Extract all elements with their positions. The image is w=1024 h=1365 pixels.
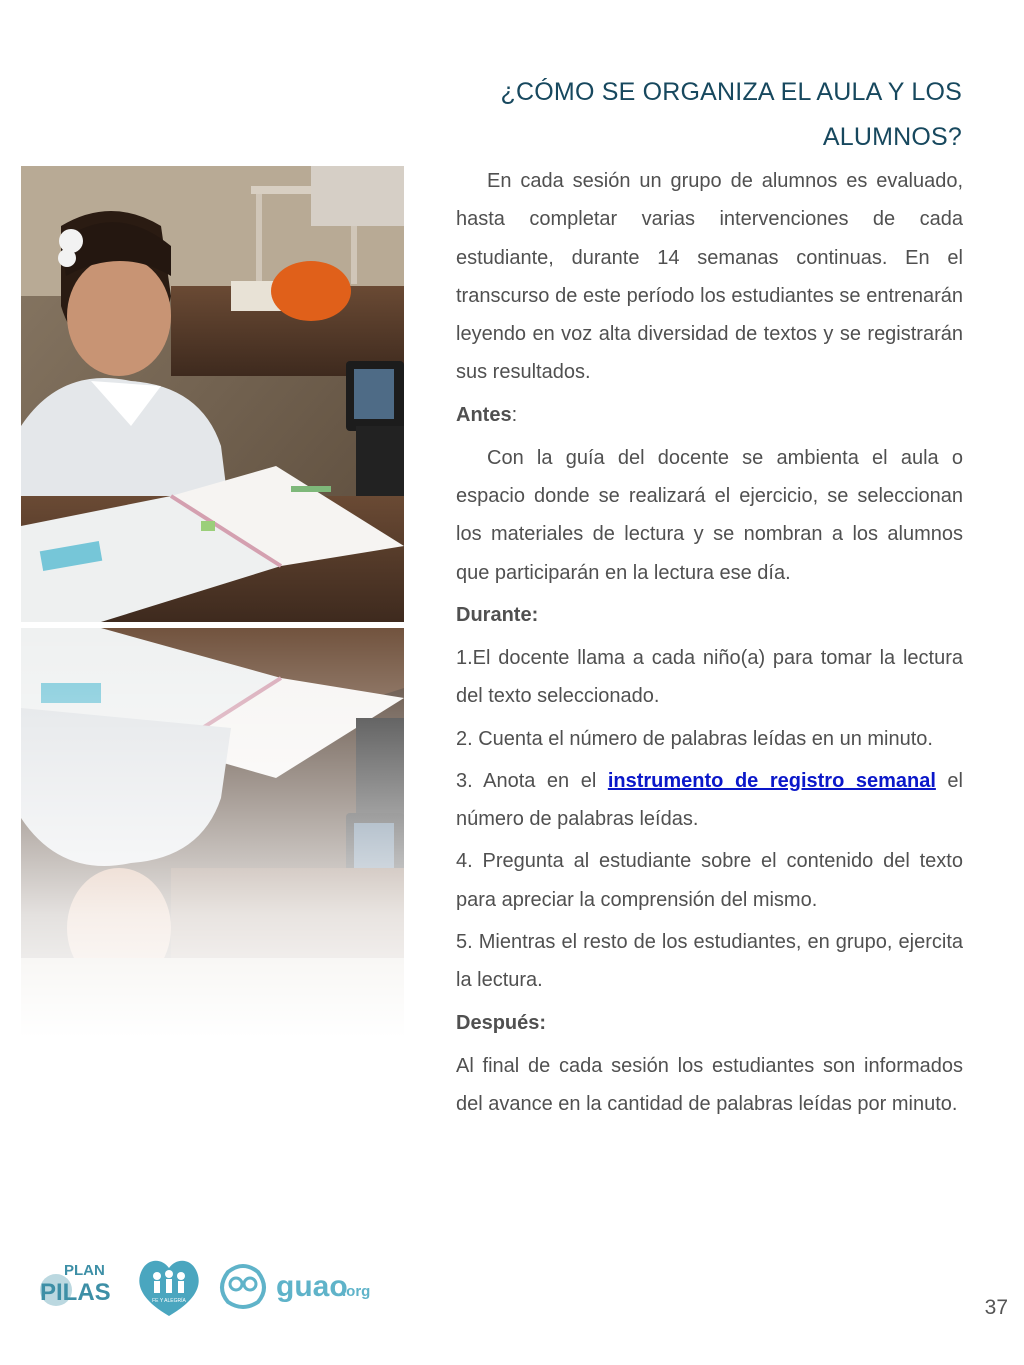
photo-reflection (21, 628, 404, 1038)
intro-paragraph: En cada sesión un grupo de alumnos es evaluado, hasta completar varias intervenciones de cada estudiante, durante 14 semanas continuas. En el transcurso de este período los estudiantes se entrenarán leyendo en voz alta diversidad de textos y se registrarán sus resultados. (456, 170, 963, 384)
antes-heading-colon: : (511, 403, 518, 426)
guao-suffix: .org (342, 1283, 371, 1300)
step-3-prefix: 3. Anota en el (456, 769, 608, 792)
durante-step-3 (456, 762, 963, 839)
durante-step-5: 5. Mientras el resto de los estudiantes, en grupo, ejercita la lectura. (456, 931, 963, 992)
plan-pilas-logo (40, 1262, 111, 1306)
feyalegria-text: FE Y ALEGRÍA (152, 1298, 186, 1304)
step-3-suffix: el número de palabras leídas. (456, 769, 964, 831)
registro-semanal-link[interactable]: instrumento de registro semanal (607, 769, 936, 792)
plan-logo-top: PLAN (64, 1262, 105, 1279)
guao-text: guao (276, 1270, 348, 1303)
antes-paragraph: Con la guía del docente se ambienta el aula o espacio donde se realizará el ejercicio, se seleccionan los materiales de lectura y se nombran a los alumnos que participarán en la lectura ese día. (456, 446, 963, 584)
antes-heading-label: Antes (456, 403, 512, 426)
guao-owl-logo (222, 1266, 370, 1307)
durante-step-2: 2. Cuenta el número de palabras leídas en un minuto. (456, 727, 933, 750)
page-number: 37 (984, 1296, 1008, 1319)
despues-heading: Después: (456, 1011, 547, 1034)
durante-step-4: 4. Pregunta al estudiante sobre el contenido del texto para apreciar la comprensión del mismo. (456, 850, 963, 911)
durante-step-1: 1.El docente llama a cada niño(a) para tomar la lectura del texto seleccionado. (456, 646, 963, 708)
plan-logo-bottom: PILAS (40, 1279, 111, 1306)
durante-heading: Durante: (456, 603, 539, 626)
logo-strip (38, 1252, 398, 1318)
page-title: ¿CÓMO SE ORGANIZA EL AULA Y LOS ALUMNOS? (500, 78, 962, 151)
fe-y-alegria-heart-icon (139, 1261, 198, 1316)
antes-heading (456, 396, 963, 434)
student-reading-photo (21, 166, 404, 622)
despues-paragraph: Al final de cada sesión los estudiantes son informados del avance en la cantidad de palabras leídas por minuto. (456, 1054, 963, 1115)
footer-logos (38, 1252, 398, 1318)
body-column (456, 162, 963, 1127)
reflection-fade (21, 628, 404, 1038)
